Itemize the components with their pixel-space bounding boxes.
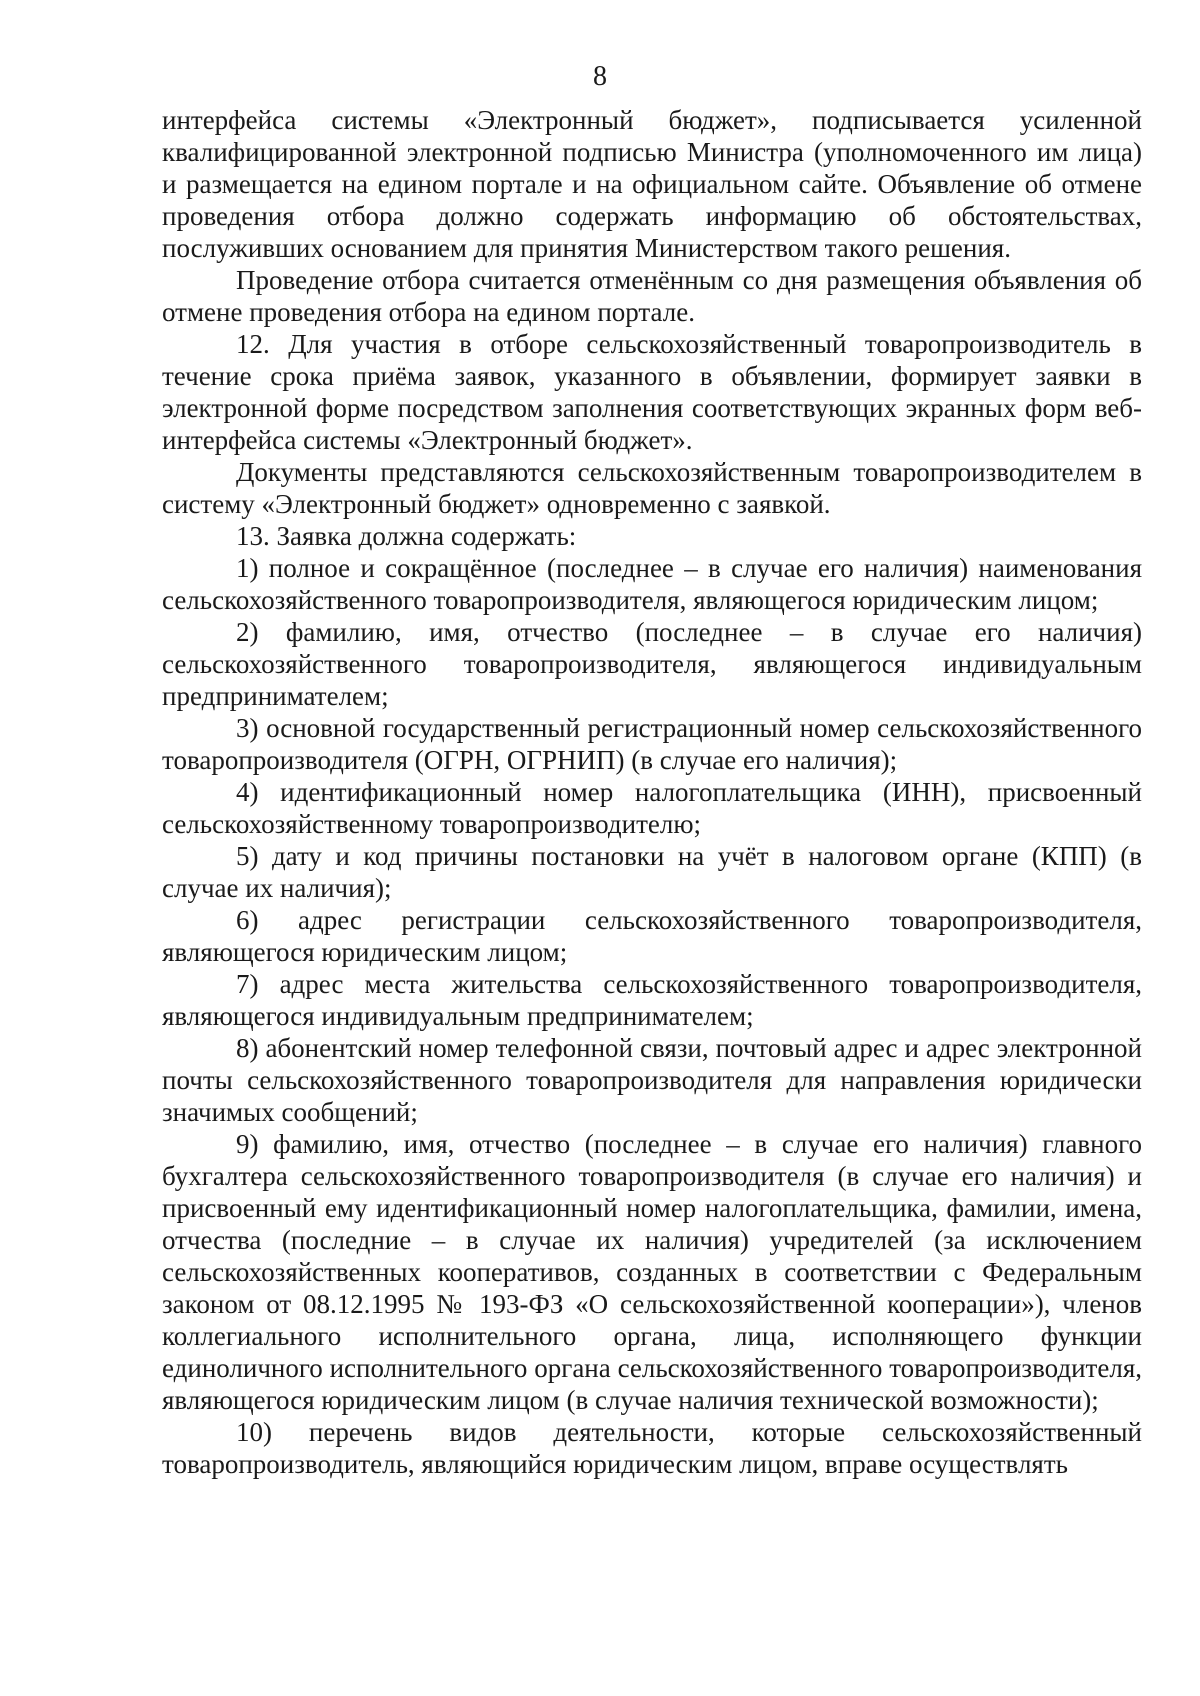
list-item-3: 3) основной государственный регистрационный номер сельскохозяйственного товаропроизводителя (ОГРН, ОГРНИП) (в случае его наличия); xyxy=(162,713,1142,775)
paragraph-cancellation-effective: Проведение отбора считается отменённым со дня размещения объявления об отмене проведения отбора на едином портале. xyxy=(162,265,1142,327)
paragraph-documents-submission: Документы представляются сельскохозяйственным товаропроизводителем в систему «Электронный бюджет» одновременно с заявкой. xyxy=(162,457,1142,519)
list-item-2: 2) фамилию, имя, отчество (последнее – в случае его наличия) сельскохозяйственного товаропроизводителя, являющегося индивидуальным предпринимателем; xyxy=(162,617,1142,711)
list-item-8: 8) абонентский номер телефонной связи, почтовый адрес и адрес электронной почты сельскохозяйственного товаропроизводителя для направления юридически значимых сообщений; xyxy=(162,1033,1142,1127)
list-item-4: 4) идентификационный номер налогоплательщика (ИНН), присвоенный сельскохозяйственному товаропроизводителю; xyxy=(162,777,1142,839)
paragraph-announcement-continuation: интерфейса системы «Электронный бюджет», подписывается усиленной квалифицированной электронной подписью Министра (уполномоченного им лица) и размещается на едином портале и на официальном сайте. Объявление об отмене проведения отбора должно содержать информацию об обстоятельствах, послуживших основанием для принятия Министерством такого решения. xyxy=(162,105,1142,263)
list-item-9: 9) фамилию, имя, отчество (последнее – в случае его наличия) главного бухгалтера сельскохозяйственного товаропроизводителя (в случае его наличия) и присвоенный ему идентификационный номер налогоплательщика, фамилии, имена, отчества (последние – в случае их наличия) учредителей (за исключением сельскохозяйственных кооперативов, созданных в соответствии с Федеральным законом от 08.12.1995 № 193-ФЗ «О сельскохозяйственной кооперации»), членов коллегиального исполнительного органа, лица, исполняющего функции единоличного исполнительного органа сельскохозяйственного товаропроизводителя, являющегося юридическим лицом (в случае наличия технической возможности); xyxy=(162,1129,1142,1415)
paragraph-item-13: 13. Заявка должна содержать: xyxy=(236,521,577,551)
list-item-7: 7) адрес места жительства сельскохозяйственного товаропроизводителя, являющегося индивидуальным предпринимателем; xyxy=(162,969,1142,1031)
list-item-10: 10) перечень видов деятельности, которые сельскохозяйственный товаропроизводитель, являющийся юридическим лицом, вправе осуществлять xyxy=(162,1417,1142,1479)
document-body xyxy=(162,104,1142,1480)
list-item-5: 5) дату и код причины постановки на учёт в налоговом органе (КПП) (в случае их наличия); xyxy=(162,841,1142,903)
list-item-1: 1) полное и сокращённое (последнее – в случае его наличия) наименования сельскохозяйственного товаропроизводителя, являющегося юридическим лицом; xyxy=(162,553,1142,615)
page-number: 8 xyxy=(593,61,607,92)
list-item-6: 6) адрес регистрации сельскохозяйственного товаропроизводителя, являющегося юридическим лицом; xyxy=(162,905,1142,967)
paragraph-item-12: 12. Для участия в отборе сельскохозяйственный товаропроизводитель в течение срока приёма заявок, указанного в объявлении, формирует заявки в электронной форме посредством заполнения соответствующих экранных форм веб-интерфейса системы «Электронный бюджет». xyxy=(162,329,1142,455)
